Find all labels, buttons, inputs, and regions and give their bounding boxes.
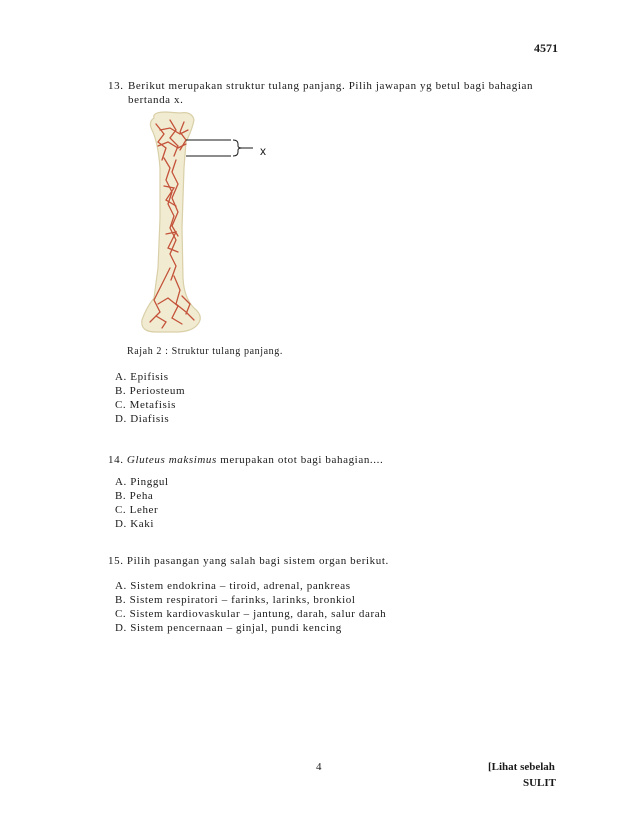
option-c[interactable]: C. Leher [115,504,159,516]
figure-caption: Rajah 2 : Struktur tulang panjang. [127,346,283,357]
question-13-text: Berikut merupakan struktur tulang panjang. Pilih jawapan yg betul bagi bahagian [128,80,534,92]
classification-label: SULIT [523,777,557,789]
option-d[interactable]: D. Sistem pencernaan – ginjal, pundi kencing [115,622,342,634]
question-13 [108,79,558,107]
question-number: 14. [108,454,124,466]
question-13-text-line2: bertanda x. [128,94,184,106]
question-15: 15. Pilih pasangan yang salah bagi sistem organ berikut. [108,555,389,567]
question-13-options [115,370,185,426]
option-a[interactable]: A. Pinggul [115,476,169,488]
option-d[interactable]: D. Kaki [115,518,155,530]
option-b[interactable]: B. Peha [115,490,154,502]
question-13-line1 [108,79,558,93]
option-a[interactable]: A. Sistem endokrina – tiroid, adrenal, pankreas [115,580,351,592]
page-number: 4 [316,761,322,773]
label-x-pointer [186,140,253,156]
question-14 [108,453,383,467]
question-14-term: Gluteus maksimus [126,454,217,466]
option-a[interactable]: A. Epifisis [115,371,169,383]
question-15-options [115,579,386,635]
option-d[interactable]: D. Diafisis [115,413,170,425]
paper-code: 4571 [534,41,558,55]
option-c[interactable]: C. Metafisis [115,399,176,411]
question-14-text: merupakan otot bagi bahagian.... [220,454,384,466]
option-b[interactable]: B. Sistem respiratori – farinks, larinks, bronkiol [115,594,356,606]
long-bone-diagram [136,108,316,338]
bone-shape [142,112,200,332]
option-c[interactable]: C. Sistem kardiovaskular – jantung, darah, salur darah [115,608,387,620]
question-number: 13. [108,80,124,92]
diagram-label-x: x [260,144,266,158]
question-14-options [115,475,169,531]
next-page-note: [Lihat sebelah [488,761,555,773]
option-b[interactable]: B. Periosteum [115,385,186,397]
